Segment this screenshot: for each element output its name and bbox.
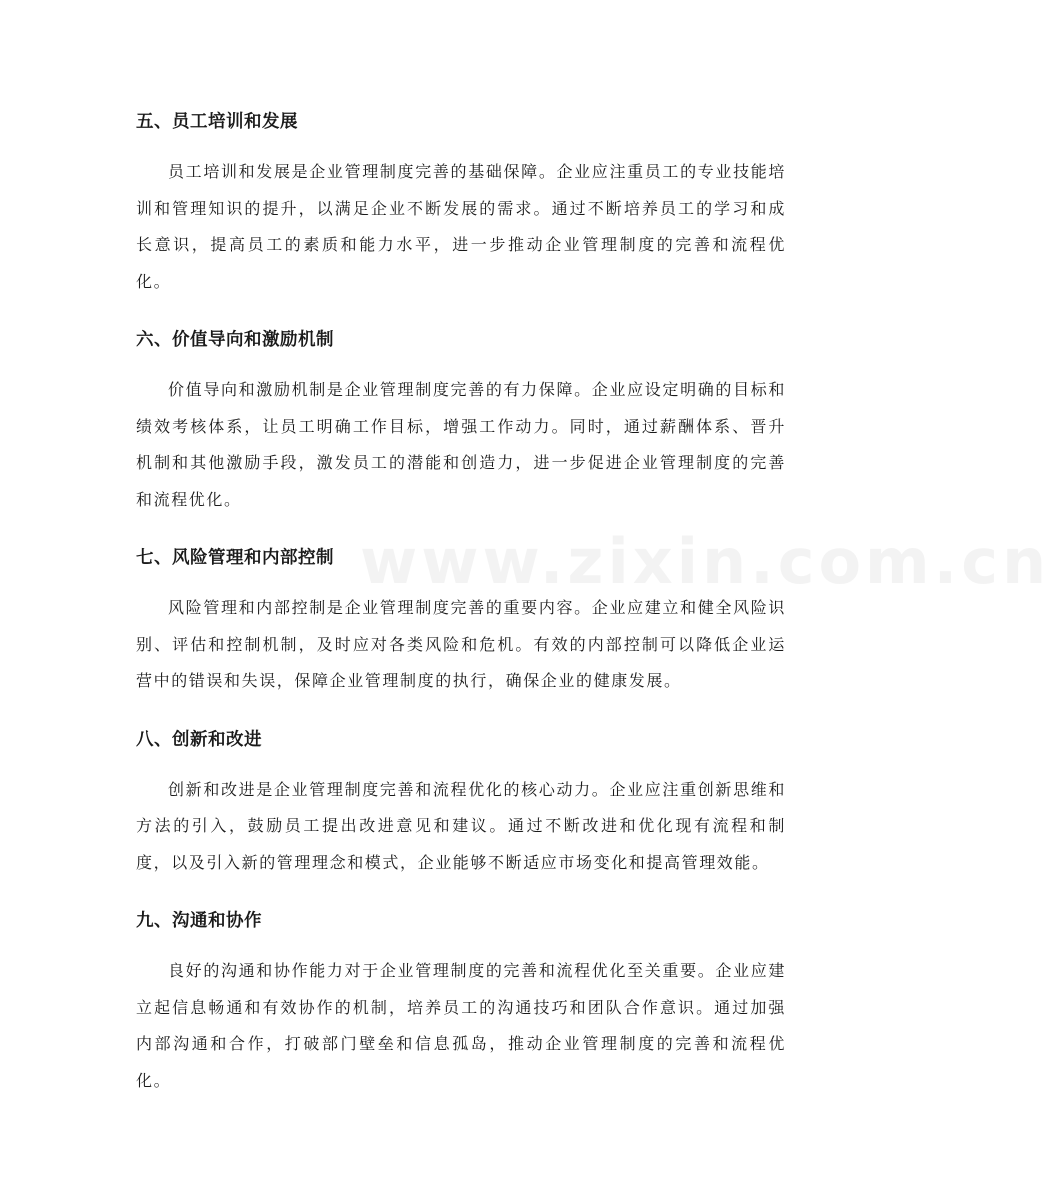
document-content <box>136 104 786 1121</box>
section-7 <box>136 540 786 700</box>
section-8 <box>136 722 786 882</box>
section-paragraph: 创新和改进是企业管理制度完善和流程优化的核心动力。企业应注重创新思维和方法的引入，鼓励员工提出改进意见和建议。通过不断改进和优化现有流程和制度，以及引入新的管理理念和模式，企业能够不断适应市场变化和提高管理效能。 <box>136 779 786 872</box>
section-title: 八、创新和改进 <box>136 729 262 750</box>
section-title: 七、风险管理和内部控制 <box>136 548 334 568</box>
section-paragraph: 风险管理和内部控制是企业管理制度完善的重要内容。企业应建立和健全风险识别、评估和控制机制，及时应对各类风险和危机。有效的内部控制可以降低企业运营中的错误和失误，保障企业管理制度的执行，确保企业的健康发展。 <box>136 598 786 690</box>
section-title: 五、员工培训和发展 <box>136 112 298 132</box>
watermark: www.zixin.com.cn <box>360 525 1050 598</box>
section-title: 六、价值导向和激励机制 <box>136 330 334 350</box>
section-paragraph: 员工培训和发展是企业管理制度完善的基础保障。企业应注重员工的专业技能培训和管理知识的提升，以满足企业不断发展的需求。通过不断培养员工的学习和成长意识，提高员工的素质和能力水平，进一步推动企业管理制度的完善和流程优化。 <box>136 162 786 291</box>
section-9 <box>136 903 786 1099</box>
section-title: 九、沟通和协作 <box>136 911 262 931</box>
section-5 <box>136 104 786 300</box>
section-paragraph: 价值导向和激励机制是企业管理制度完善的有力保障。企业应设定明确的目标和绩效考核体系，让员工明确工作目标，增强工作动力。同时，通过薪酬体系、晋升机制和其他激励手段，激发员工的潜能和创造力，进一步促进企业管理制度的完善和流程优化。 <box>136 380 786 509</box>
section-6 <box>136 322 786 518</box>
section-paragraph: 良好的沟通和协作能力对于企业管理制度的完善和流程优化至关重要。企业应建立起信息畅通和有效协作的机制，培养员工的沟通技巧和团队合作意识。通过加强内部沟通和合作，打破部门壁垒和信息孤岛，推动企业管理制度的完善和流程优化。 <box>136 961 786 1090</box>
